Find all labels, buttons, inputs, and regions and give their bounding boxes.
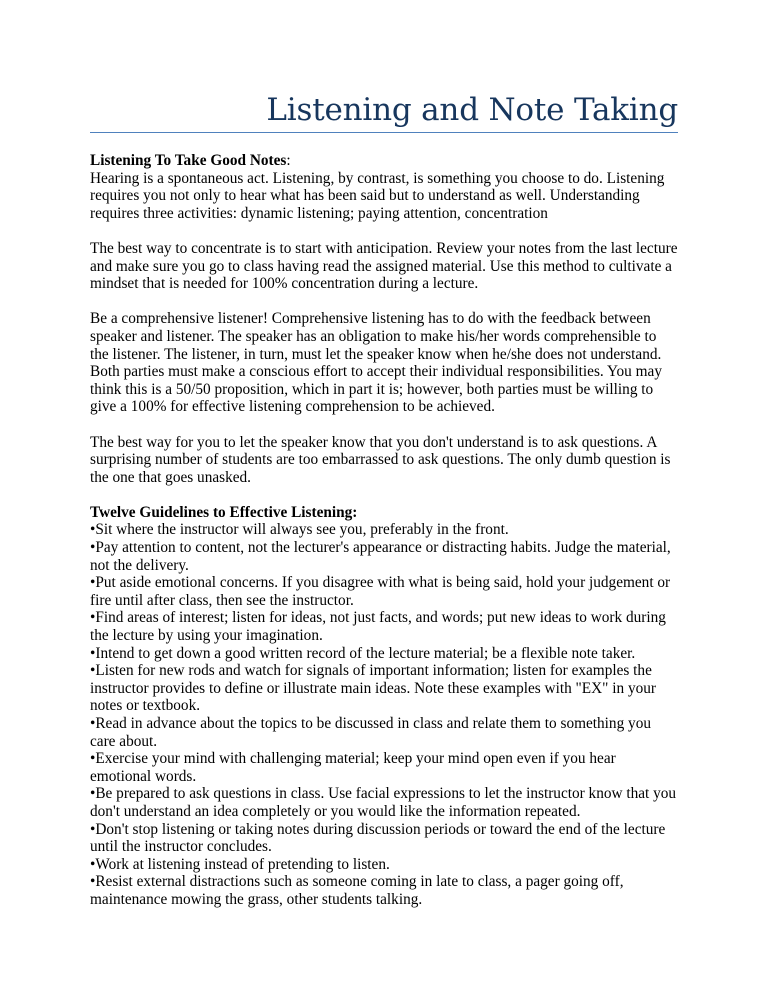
- title-underline: [90, 132, 678, 133]
- list-item: •Pay attention to content, not the lecturer's appearance or distracting habits. Judge the material, not the delivery.: [90, 539, 671, 574]
- guidelines-heading: Twelve Guidelines to Effective Listening:: [90, 503, 358, 521]
- list-item: •Intend to get down a good written record of the lecture material; be a flexible note taker.: [90, 644, 636, 662]
- list-item: •Listen for new rods and watch for signals of important information; listen for examples the instructor provides to define or illustrate main ideas. Note these examples with "EX" in your notes or textbook.: [90, 662, 657, 715]
- section-heading: Listening To Take Good Notes: [90, 152, 287, 169]
- list-item: •Read in advance about the topics to be discussed in class and relate them to something you care about.: [90, 715, 652, 750]
- list-item: •Be prepared to ask questions in class. Use facial expressions to let the instructor know that you don't understand an idea completely or you would like the information repeated.: [90, 785, 677, 820]
- paragraph: The best way to concentrate is to start with anticipation. Review your notes from the last lecture and make sure you go to class having read the assigned material. Use this method to cultivate a mindset that is needed for 100% concentration during a lecture.: [90, 239, 678, 293]
- paragraph: Hearing is a spontaneous act. Listening, by contrast, is something you choose to do. Listening requires you not only to hear what has been said but to understand as well. Understanding requires three activities: dynamic listening; paying attention, concentration: [90, 169, 665, 222]
- list-item: •Exercise your mind with challenging material; keep your mind open even if you hear emotional words.: [90, 750, 616, 785]
- list-item: •Don't stop listening or taking notes during discussion periods or toward the end of the lecture until the instructor concludes.: [90, 820, 666, 856]
- paragraph: The best way for you to let the speaker know that you don't understand is to ask questions. A surprising number of students are too embarrassed to ask questions. The only dumb question is the one that goes unasked.: [90, 433, 671, 486]
- paragraph: Be a comprehensive listener! Comprehensive listening has to do with the feedback between speaker and listener. The speaker has an obligation to make his/her words comprehensible to the listener. The listener, in turn, must let the speaker know when he/she does not understand. Both parties must make a conscious effort to accept their individual responsibilities. You may think this is a 50/50 proposition, which in part it is; however, both parties must be willing to give a 100% for effective listening comprehension to be achieved.: [90, 310, 662, 416]
- page-title: Listening and Note Taking: [266, 92, 678, 128]
- list-item: •Put aside emotional concerns. If you disagree with what is being said, hold your judgement or fire until after class, then see the instructor.: [90, 574, 671, 609]
- section-heading-colon: :: [286, 152, 291, 169]
- list-item: •Resist external distractions such as someone coming in late to class, a pager going off, maintenance mowing the grass, other students talking.: [90, 873, 624, 908]
- section-listening-heading: [90, 152, 678, 170]
- list-item: •Find areas of interest; listen for ideas, not just facts, and words; put new ideas to work during the lecture by using your imagination.: [90, 609, 666, 645]
- list-item: •Work at listening instead of pretending to listen.: [90, 855, 390, 873]
- guidelines-list: [90, 521, 678, 908]
- list-item: •Sit where the instructor will always see you, preferably in the front.: [90, 521, 509, 539]
- document-body: [90, 152, 678, 909]
